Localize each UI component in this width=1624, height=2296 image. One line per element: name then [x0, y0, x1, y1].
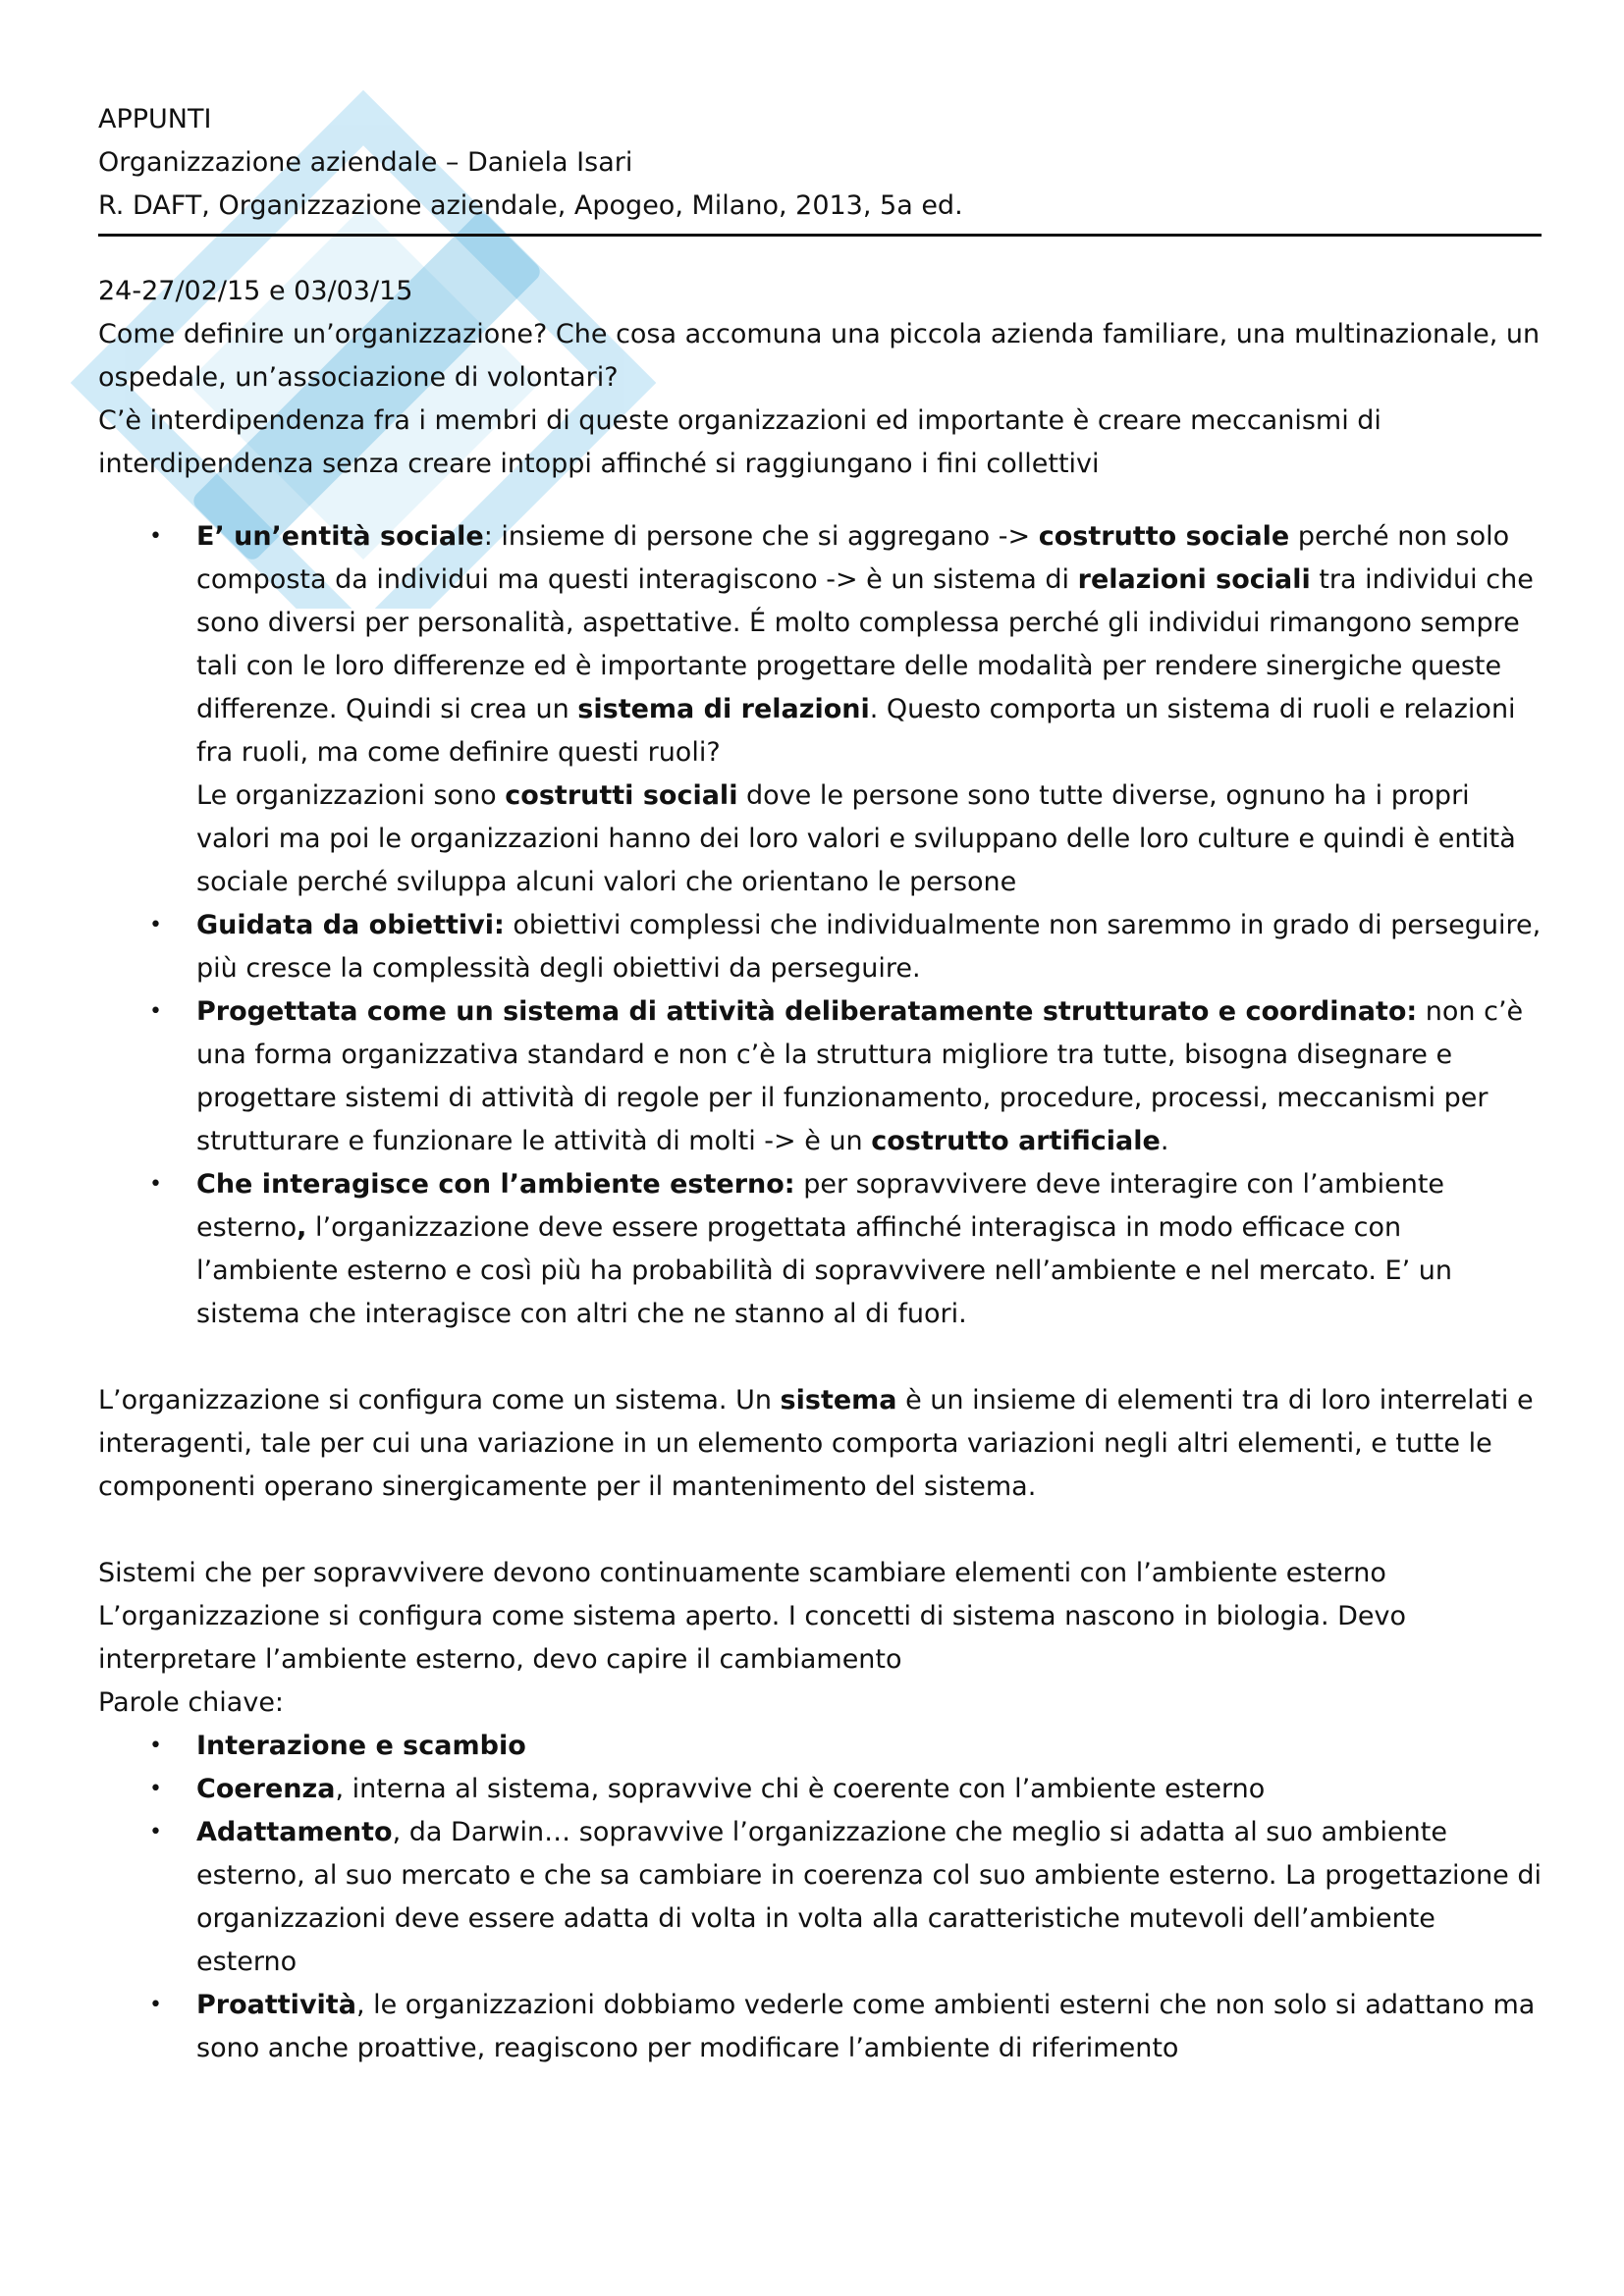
- feature-term: ,: [297, 1212, 307, 1243]
- keyword-text: , interna al sistema, sopravvive chi è coerente con l’ambiente esterno: [335, 1774, 1266, 1804]
- bullet: •: [149, 1993, 162, 2017]
- intro-question: Come definire un’organizzazione? Che cosa accomuna una piccola azienda familiare, una multinazionale, un ospedale, un’associazione di volontari?: [98, 319, 1541, 393]
- feature-text: obiettivi complessi che individualmente non saremmo in grado di perseguire, più cresce la complessità degli obiettivi da perseguire.: [196, 910, 1542, 984]
- feature-text: tra individui che sono diversi per personalità, aspettative. É molto complessa perché gli individui rimangono sempre tali con le loro differenze ed è importante progettare delle modalità per rendere sinergiche queste differenze. Quindi si crea un: [196, 564, 1534, 724]
- document-page: [98, 98, 1542, 2070]
- feature-term: costrutto artificiale: [871, 1126, 1161, 1156]
- list-item: [149, 904, 1542, 990]
- feature-text: Le organizzazioni sono: [196, 780, 506, 811]
- bullet: •: [149, 1820, 162, 1844]
- keyword-term: Interazione e scambio: [196, 1731, 526, 1761]
- keyword-term: Adattamento: [196, 1817, 393, 1847]
- open-system-paragraph: L’organizzazione si configura come sistema aperto. I concetti di sistema nascono in biologia. Devo interpretare l’ambiente esterno, devo capire il cambiamento: [98, 1601, 1407, 1675]
- feature-text: dove le persone sono tutte diverse, ognuno ha i propri valori ma poi le organizzazioni hanno dei loro valori e sviluppano delle loro culture e quindi è entità sociale perché sviluppa alcuni valori che orientano le persone: [196, 780, 1516, 897]
- feature-term: Guidata da obiettivi:: [196, 910, 505, 940]
- course-title: [98, 141, 1542, 185]
- lecture-date: 24-27/02/15 e 03/03/15: [98, 276, 413, 306]
- feature-text: l’organizzazione deve essere progettata affinché interagisca in modo efficace con l’ambiente esterno e così più ha probabilità di sopravvivere nell’ambiente e nel mercato. E’ un sistema che interagisce con altri che ne stanno al di fuori.: [196, 1212, 1452, 1329]
- course-name: Organizzazione aziendale –: [98, 147, 467, 178]
- bullet: •: [149, 999, 162, 1024]
- keywords-heading: Parole chiave:: [98, 1687, 285, 1718]
- bullet: •: [149, 524, 162, 549]
- feature-text: non c’è una forma organizzativa standard e non c’è la struttura migliore tra tutte, bisogna disegnare e progettare sistemi di attività di regole per il funzionamento, procedure, processi, meccanismi per strutturare e funzionare le attività di molti -> è un: [196, 996, 1524, 1156]
- system-definition: [98, 1379, 1542, 1509]
- list-item: [149, 990, 1542, 1163]
- feature-term: Che interagisce con l’ambiente esterno:: [196, 1169, 795, 1200]
- bullet: •: [149, 1734, 162, 1758]
- course-author: Daniela Isari: [466, 147, 633, 178]
- feature-text: : insieme di persone che si aggregano ->: [483, 521, 1039, 552]
- feature-text: . Questo comporta un sistema di ruoli e relazioni fra ruoli, ma come definire questi ruoli?: [196, 694, 1516, 768]
- feature-term: sistema di relazioni: [577, 694, 870, 724]
- feature-term: relazioni sociali: [1077, 564, 1311, 595]
- feature-term: E’ un’entità sociale: [196, 521, 484, 552]
- bullet: •: [149, 1172, 162, 1197]
- list-item: [149, 1811, 1543, 1984]
- feature-term: costrutti sociali: [505, 780, 738, 811]
- feature-text: perché non solo composta da individui ma questi interagiscono -> è un sistema di: [196, 521, 1510, 595]
- bullet: •: [149, 1777, 162, 1801]
- keyword-text: , da Darwin… sopravvive l’organizzazione che meglio si adatta al suo ambiente esterno, al suo mercato e che sa cambiare in coerenza col suo ambiente esterno. La progettazione di organizzazioni deve essere adatta di volta in volta alla caratteristiche mutevoli dell’ambiente esterno: [196, 1817, 1543, 1977]
- doc-label: APPUNTI: [98, 104, 212, 134]
- list-item: [149, 1725, 1542, 1768]
- list-item: [149, 1768, 1542, 1811]
- feature-term: costrutto sociale: [1038, 521, 1290, 552]
- keyword-text: , le organizzazioni dobbiamo vederle come ambienti esterni che non solo si adattano ma sono anche proattive, reagiscono per modificare l’ambiente di riferimento: [196, 1990, 1536, 2063]
- bullet: •: [149, 913, 162, 937]
- system-term: sistema: [780, 1385, 897, 1415]
- list-item: [149, 1984, 1542, 2070]
- system-text: è un insieme di elementi tra di loro interrelati e interagenti, tale per cui una variazione in un elemento comporta variazioni negli altri elementi, e tutte le componenti operano sinergicamente per il mantenimento del sistema.: [98, 1385, 1534, 1502]
- open-system-line: Sistemi che per sopravvivere devono continuamente scambiare elementi con l’ambiente esterno: [98, 1558, 1386, 1588]
- feature-term: Progettata come un sistema di attività deliberatamente strutturato e coordinato:: [196, 996, 1418, 1027]
- keyword-term: Coerenza: [196, 1774, 336, 1804]
- intro-interdependence: C’è interdipendenza fra i membri di queste organizzazioni ed importante è creare meccanismi di interdipendenza senza creare intoppi affinché si raggiungano i fini collettivi: [98, 405, 1381, 479]
- list-item: [149, 1163, 1542, 1336]
- feature-text: per sopravvivere deve interagire con l’ambiente esterno: [196, 1169, 1445, 1243]
- feature-text: .: [1160, 1126, 1169, 1156]
- keyword-term: Proattività: [196, 1990, 356, 2020]
- system-text: L’organizzazione si configura come un sistema. Un: [98, 1385, 781, 1415]
- organization-features-list: [98, 515, 1542, 1336]
- keywords-list: [98, 1725, 1542, 2070]
- list-item: [149, 515, 1542, 904]
- textbook-reference: R. DAFT, Organizzazione aziendale, Apogeo, Milano, 2013, 5a ed.: [98, 190, 963, 221]
